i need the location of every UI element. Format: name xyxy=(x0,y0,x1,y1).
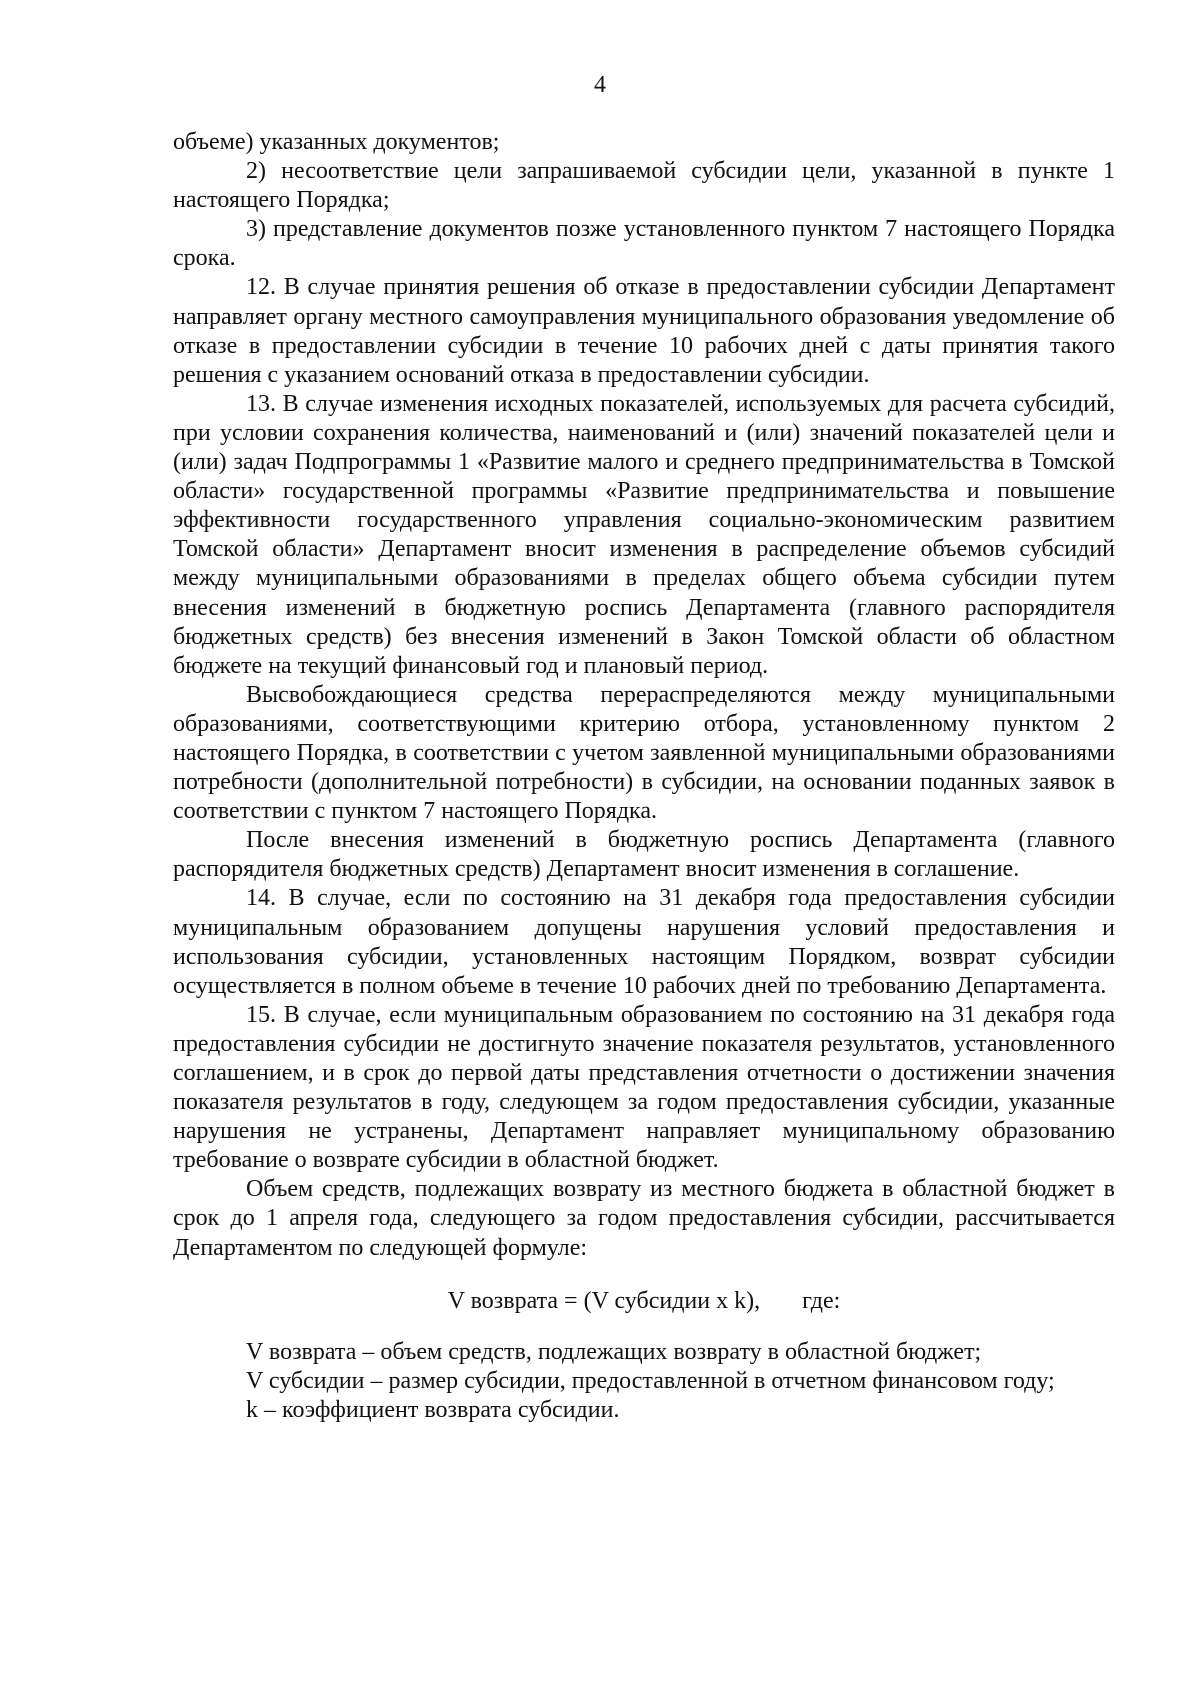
formula-expression: V возврата = (V субсидии x k), xyxy=(447,1287,761,1314)
paragraph-15-volume: Объем средств, подлежащих возврату из местного бюджета в областной бюджет в срок до 1 апреля года, следующего за годом предоставления субсидии, рассчитывается Департаментом по следующей формуле: xyxy=(173,1176,1115,1261)
paragraph-13: 13. В случае изменения исходных показателей, используемых для расчета субсидий, при условии сохранения количества, наименований и (или) значений показателей цели и (или) задач Подпрограммы 1 «Развитие малого и среднего предпринимательства в Томской области» государственной программы «Развитие предпринимательства и повышение эффективности государственного управления социально-экономическим развитием Томской области» Департамент вносит изменения в распределение объемов субсидий между муниципальными образованиями в пределах общего объема субсидии путем внесения изменений в бюджетную роспись Департамента (главного распорядителя бюджетных средств) без внесения изменений в Закон Томской области об областном бюджете на текущий финансовый год и плановый период. xyxy=(173,390,1115,679)
paragraph-13-redistribution: Высвобождающиеся средства перераспределяются между муниципальными образованиями, соответствующими критерию отбора, установленному пунктом 2 настоящего Порядка, в соответствии с учетом заявленной муниципальными образованиями потребности (дополнительной потребности) в субсидии, на основании поданных заявок в соответствии с пунктом 7 настоящего Порядка. xyxy=(173,681,1115,825)
definition-k: k – коэффициент возврата субсидии. xyxy=(246,1396,620,1423)
paragraph-12: 12. В случае принятия решения об отказе в предоставлении субсидии Департамент направляет органу местного самоуправления муниципального образования уведомление об отказе в предоставлении субсидии в течение 10 рабочих дней с даты принятия такого решения с указанием оснований отказа в предоставлении субсидии. xyxy=(173,274,1115,388)
formula xyxy=(173,1287,1115,1316)
definition-v-return: V возврата – объем средств, подлежащих возврату в областной бюджет; xyxy=(246,1338,982,1365)
paragraph-item-2: 2) несоответствие цели запрашиваемой субсидии цели, указанной в пункте 1 настоящего Порядка; xyxy=(173,158,1115,214)
definition-v-subsidy: V субсидии – размер субсидии, предоставленной в отчетном финансовом году; xyxy=(246,1367,1055,1394)
formula-where: где: xyxy=(802,1287,841,1314)
paragraph-continuation: объеме) указанных документов; xyxy=(173,129,500,155)
paragraph-item-3: 3) представление документов позже установленного пунктом 7 настоящего Порядка срока. xyxy=(173,216,1115,272)
paragraph-14: 14. В случае, если по состоянию на 31 декабря года предоставления субсидии муниципальным образованием допущены нарушения условий предоставления и использования субсидии, установленных настоящим Порядком, возврат субсидии осуществляется в полном объеме в течение 10 рабочих дней по требованию Департамента. xyxy=(173,885,1115,999)
document-body xyxy=(173,128,1115,1425)
paragraph-13-agreement: После внесения изменений в бюджетную роспись Департамента (главного распорядителя бюджетных средств) Департамент вносит изменения в соглашение. xyxy=(173,827,1115,883)
paragraph-15: 15. В случае, если муниципальным образованием по состоянию на 31 декабря года предоставления субсидии не достигнуто значение показателя результатов, установленного соглашением, и в срок до первой даты представления отчетности о достижении значения показателя результатов в году, следующем за годом предоставления субсидии, указанные нарушения не устранены, Департамент направляет муниципальному образованию требование о возврате субсидии в областной бюджет. xyxy=(173,1001,1115,1174)
page-number: 4 xyxy=(594,72,606,98)
